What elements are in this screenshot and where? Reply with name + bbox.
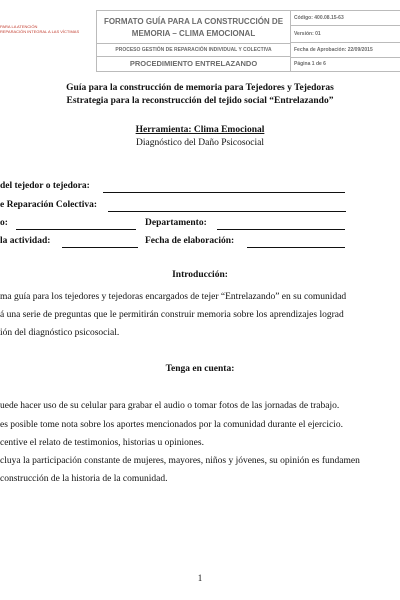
municipality-label: o: — [0, 218, 8, 228]
header-page: Página 1 de 6 — [294, 61, 326, 67]
tool-subtitle: Diagnóstico del Daño Psicosocial — [136, 138, 264, 148]
weaver-name-line[interactable] — [103, 192, 345, 193]
document-title-line1: Guía para la construcción de memoria para Tejedores y Tejedoras — [66, 83, 334, 93]
note-line: es posible tome nota sobre los aportes mencionados por la comunidad durante el ejercicio. — [0, 420, 343, 430]
logo-text-line: PARA LA ATENCIÓN — [0, 24, 38, 29]
elaboration-date-line[interactable] — [247, 247, 345, 248]
note-line: construcción de la historia de la comunidad. — [0, 474, 168, 484]
header-table — [96, 10, 400, 72]
logo-text-line: REPARACIÓN INTEGRAL A LAS VÍCTIMAS — [0, 29, 80, 34]
header-title-line1: FORMATO GUÍA PARA LA CONSTRUCCIÓN DE — [103, 17, 284, 26]
header-title — [97, 13, 290, 44]
collective-subject-line[interactable] — [108, 211, 346, 212]
intro-paragraph-line: ma guía para los tejedores y tejedoras encargados de tejer “Entrelazando” en su comunidad — [0, 292, 347, 302]
department-label: Departamento: — [145, 218, 207, 228]
weaver-name-label: del tejedor o tejedora: — [0, 181, 90, 191]
intro-paragraph-line: á una serie de preguntas que le permitirán construir memoria sobre los aprendizajes lograd — [0, 310, 344, 320]
collective-subject-label: e Reparación Colectiva: — [0, 200, 98, 210]
header-version: Versión: 01 — [291, 26, 400, 43]
notes-heading: Tenga en cuenta: — [165, 364, 235, 374]
institution-logo — [0, 24, 85, 34]
note-line: uede hacer uso de su celular para grabar el audio o tomar fotos de las jornadas de trabajo. — [0, 401, 340, 411]
document-header — [0, 10, 400, 72]
document-title-line2: Estrategia para la reconstrucción del tejido social “Entrelazando” — [66, 96, 334, 106]
note-line: cluya la participación constante de mujeres, mayores, niños y jóvenes, su opinión es fundamen — [0, 456, 360, 466]
header-code: Código: 400.08.15-63 — [291, 11, 400, 26]
department-line[interactable] — [217, 229, 345, 230]
header-process: PROCESO GESTIÓN DE REPARACIÓN INDIVIDUAL Y COLECTIVA — [97, 45, 290, 57]
header-approval-date: Fecha de Aprobación: 22/09/2015 — [291, 43, 400, 58]
intro-paragraph-line: ión del diagnóstico psicosocial. — [0, 328, 120, 338]
note-line: centive el relato de testimonios, historias u opiniones. — [0, 438, 204, 448]
municipality-line[interactable] — [16, 229, 136, 230]
activity-date-label: la actividad: — [0, 236, 51, 246]
introduction-heading: Introducción: — [172, 270, 228, 280]
activity-date-line[interactable] — [62, 247, 138, 248]
tool-title: Herramienta: Clima Emocional — [135, 125, 265, 135]
elaboration-date-label: Fecha de elaboración: — [145, 236, 235, 246]
header-center-cell — [97, 11, 291, 71]
header-right-cell — [291, 11, 400, 71]
page-number: 1 — [197, 573, 203, 583]
header-title-line2: MEMORIA – CLIMA EMOCIONAL — [131, 29, 256, 38]
header-procedure: PROCEDIMIENTO ENTRELAZANDO — [129, 59, 258, 68]
